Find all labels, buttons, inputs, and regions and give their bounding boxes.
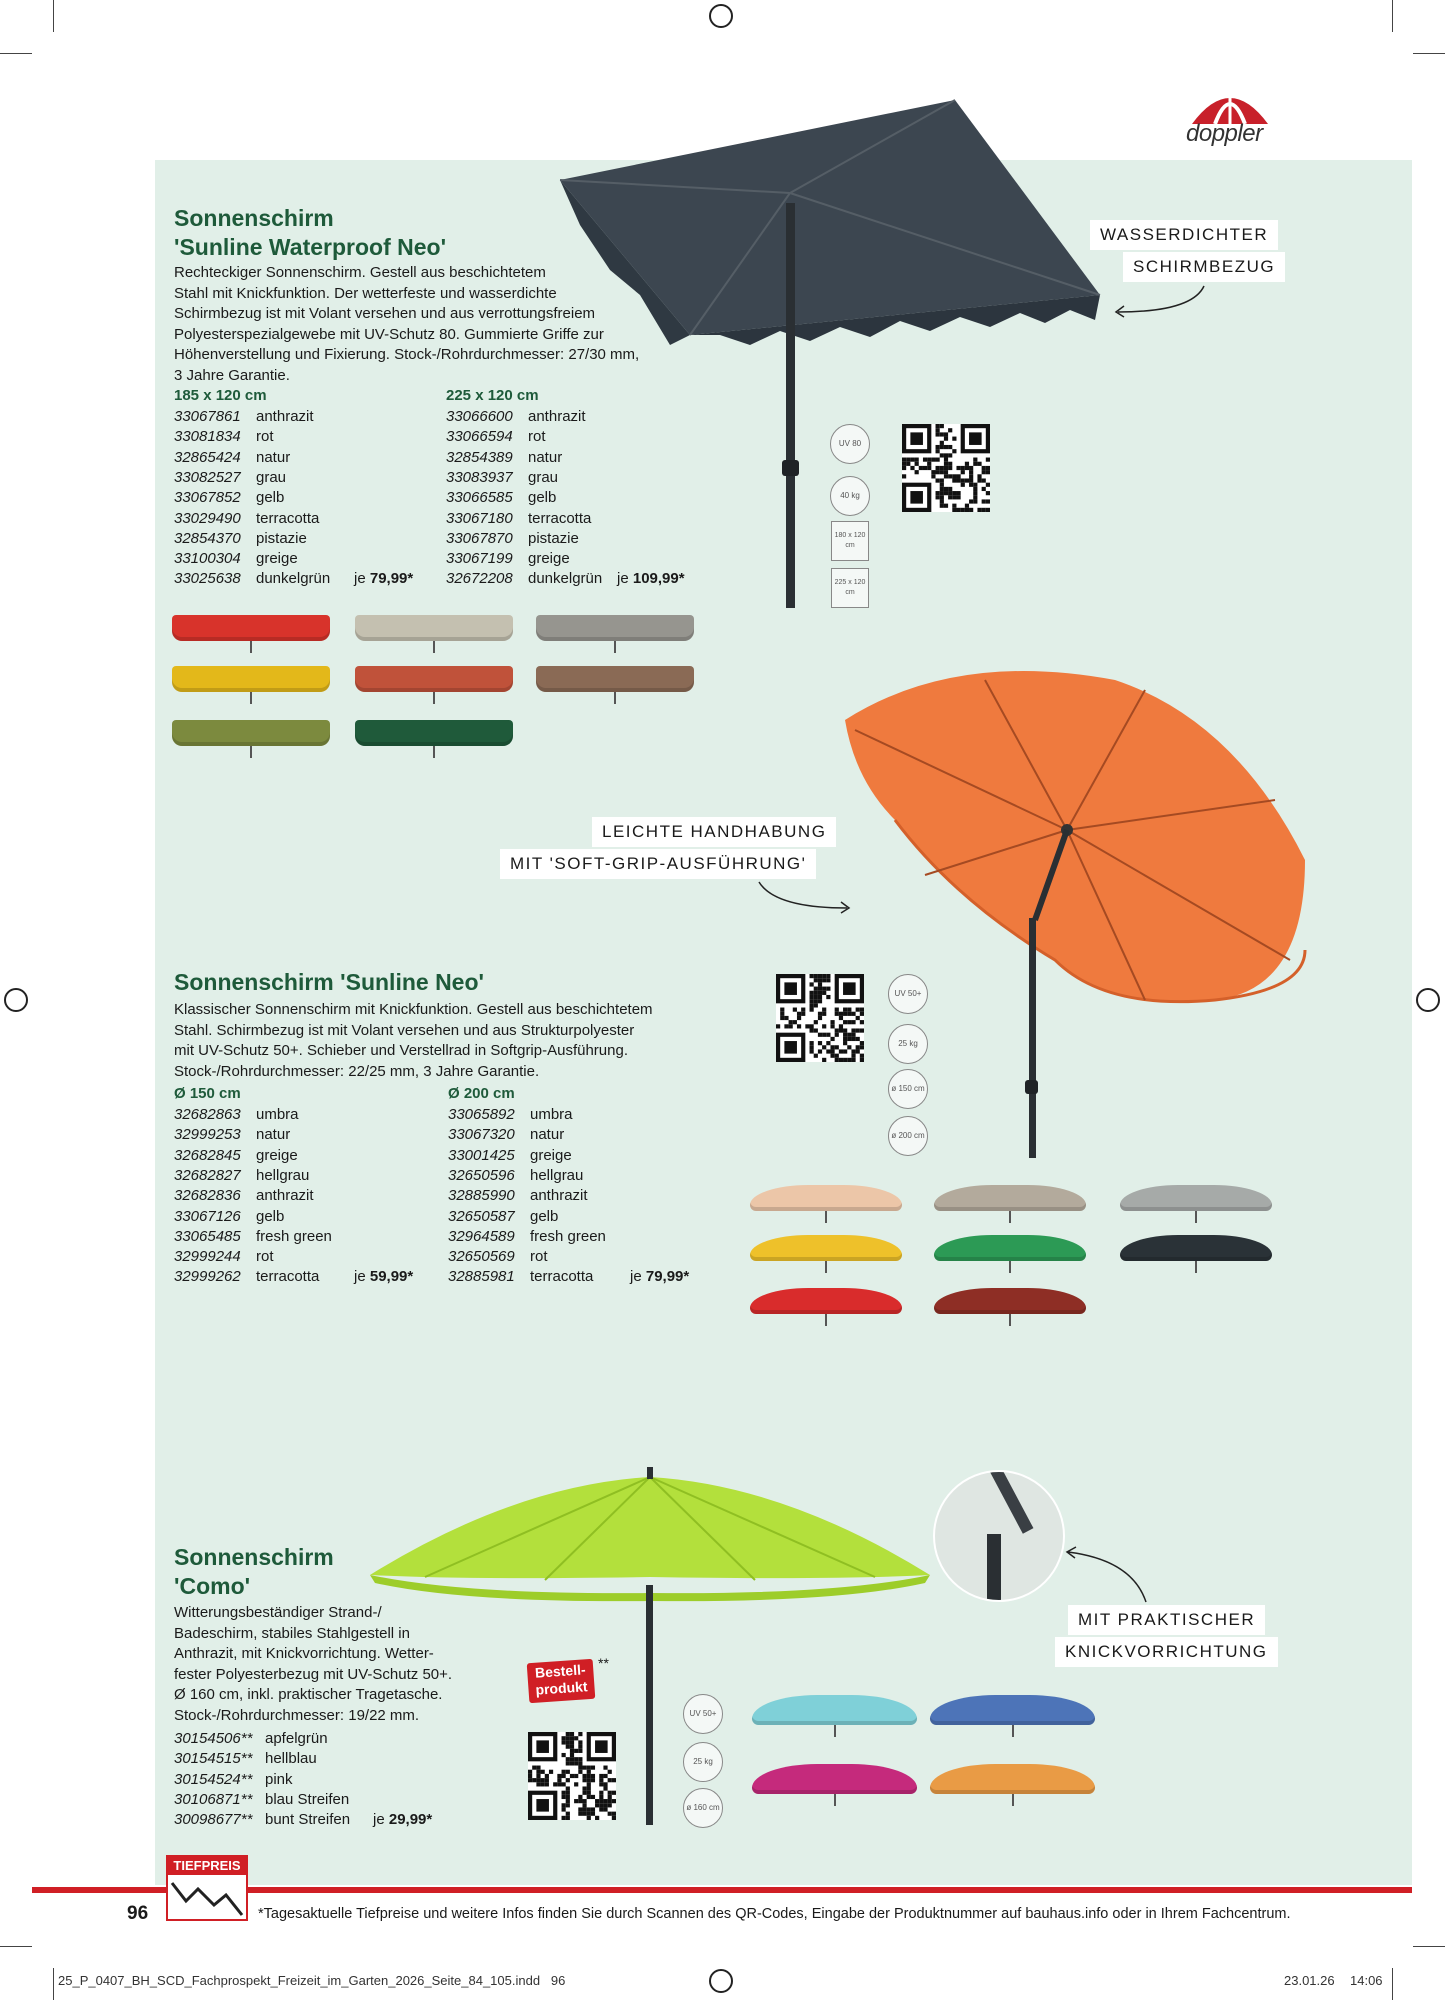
order-product-badge: Bestell- produkt — [527, 1659, 596, 1704]
qr-code[interactable] — [528, 1732, 616, 1820]
color-name: hellgrau — [256, 1166, 310, 1184]
color-variant-image — [934, 1288, 1086, 1326]
article-number: 32650596 — [448, 1166, 515, 1184]
crop-mark — [1413, 53, 1445, 54]
price-prefix: je — [354, 570, 366, 588]
color-variant-image — [172, 666, 330, 704]
registration-mark-icon — [709, 1969, 733, 1993]
color-variant-image — [930, 1764, 1095, 1806]
article-number: 32885990 — [448, 1187, 515, 1205]
article-number: 33067180 — [446, 509, 513, 527]
article-number: 32682836 — [174, 1187, 241, 1205]
article-number: 32865424 — [174, 448, 241, 466]
color-name: greige — [528, 550, 570, 568]
registration-mark-icon — [1416, 988, 1440, 1012]
color-variant-image — [750, 1288, 902, 1326]
article-number: 30154515** — [174, 1750, 253, 1768]
article-number: 33025638 — [174, 570, 241, 588]
print-file-info: 25_P_0407_BH_SCD_Fachprospekt_Freizeit_im_Garten_2026_Seite_84_105.indd 96 — [58, 1973, 566, 1988]
color-variant-image — [355, 666, 513, 704]
color-name: terracotta — [528, 509, 592, 527]
product1-size-b: 225 x 120 cm — [446, 387, 539, 404]
article-number: 33100304 — [174, 550, 241, 568]
price-prefix: je — [354, 1268, 366, 1286]
callout-arrow-icon — [1062, 1546, 1152, 1606]
color-variant-image — [172, 720, 330, 758]
color-name: fresh green — [530, 1227, 606, 1245]
weight-icon: 25 kg — [683, 1742, 723, 1782]
article-number: 32854370 — [174, 529, 241, 547]
product1-callout-2: SCHIRMBEZUG — [1123, 252, 1285, 282]
color-name: pink — [265, 1770, 293, 1788]
price — [354, 569, 413, 589]
color-name: hellgrau — [530, 1166, 584, 1184]
table-row — [174, 1186, 734, 1206]
color-name: pistazie — [256, 529, 307, 547]
article-number: 32682827 — [174, 1166, 241, 1184]
table-row — [174, 1267, 734, 1287]
brand-logo — [1180, 84, 1280, 150]
color-name: bunt Streifen — [265, 1811, 351, 1829]
article-number: 32999253 — [174, 1126, 241, 1144]
dimension-icon: 180 x 120 cm — [831, 521, 869, 561]
article-number: 30098677** — [174, 1811, 253, 1829]
article-number: 32682845 — [174, 1146, 241, 1164]
color-name: pistazie — [528, 529, 579, 547]
color-name: dunkelgrün — [256, 570, 331, 588]
article-number: 33065485 — [174, 1227, 241, 1245]
color-name: greige — [256, 1146, 298, 1164]
article-number: 33082527 — [174, 468, 241, 486]
color-name: fresh green — [256, 1227, 332, 1245]
color-name: gelb — [530, 1207, 559, 1225]
product1-description: Rechteckiger Sonnenschirm. Gestell aus beschichtetem Stahl mit Knickfunktion. Der wetterfeste und wasserdichte Schirmbezug ist mit Volant versehen und aus verrottungsfreiem Polyesterspezialgewebe mit UV-Schutz 80. Gummierte Griffe zur Höhenverstellung und Fixierung. Stock-/Rohrdurchmesser: 27/30 mm, 3 Jahre Garantie. — [174, 264, 640, 384]
dimension-icon: 225 x 120 cm — [831, 568, 869, 608]
color-name: apfelgrün — [265, 1730, 328, 1747]
color-name: natur — [256, 448, 291, 466]
product2-title: Sonnenschirm 'Sunline Neo' — [174, 969, 484, 995]
color-variant-image — [355, 615, 513, 653]
rectangular-umbrella-image — [550, 95, 1110, 615]
product2-size-b: Ø 200 cm — [448, 1085, 515, 1102]
color-name: umbra — [256, 1106, 299, 1123]
color-name: gelb — [528, 489, 557, 507]
table-row — [174, 1770, 474, 1790]
price — [373, 1810, 432, 1830]
article-number: 33067852 — [174, 489, 241, 507]
color-name: rot — [256, 428, 274, 446]
price — [630, 1267, 689, 1287]
registration-mark-icon — [709, 4, 733, 28]
article-number: 33067870 — [446, 529, 513, 547]
color-name: anthrazit — [256, 408, 314, 425]
table-row — [174, 1749, 474, 1769]
article-number: 32854389 — [446, 448, 513, 466]
color-name: grau — [256, 468, 287, 486]
article-number: 32885981 — [448, 1268, 515, 1286]
article-number: 33001425 — [448, 1146, 515, 1164]
color-name: natur — [256, 1126, 291, 1144]
order-product-footnote-mark: ** — [598, 1655, 609, 1671]
product3-callout: MIT PRAKTISCHER — [1068, 1605, 1265, 1635]
color-name: anthrazit — [528, 408, 586, 425]
print-time: 14:06 — [1350, 1973, 1383, 1988]
color-name: greige — [256, 550, 298, 568]
crop-mark — [0, 1946, 32, 1947]
article-number: 33081834 — [174, 428, 241, 446]
article-number: 33067126 — [174, 1207, 241, 1225]
print-date: 23.01.26 — [1284, 1973, 1335, 1988]
article-number: 33029490 — [174, 509, 241, 527]
color-variant-image — [355, 720, 513, 758]
article-number: 33065892 — [448, 1106, 515, 1123]
color-name: anthrazit — [256, 1187, 314, 1205]
diameter-icon: ø 160 cm — [683, 1788, 723, 1828]
crop-mark — [1392, 1968, 1393, 2000]
price-value: 29,99* — [388, 1811, 433, 1829]
article-number: 33067320 — [448, 1126, 515, 1144]
table-row — [174, 1146, 734, 1166]
table-row — [174, 1247, 734, 1267]
price-prefix: je — [373, 1811, 385, 1829]
article-number: 30106871** — [174, 1790, 253, 1808]
color-variant-image — [750, 1235, 902, 1273]
table-row — [174, 1729, 474, 1749]
color-variant-image — [934, 1185, 1086, 1223]
article-number: 32999244 — [174, 1248, 241, 1266]
color-name: rot — [528, 428, 546, 446]
product1-callout: WASSERDICHTER — [1090, 220, 1278, 250]
uv-protection-icon: UV 50+ — [683, 1694, 723, 1734]
table-row — [174, 1810, 474, 1830]
color-name: terracotta — [530, 1268, 594, 1286]
price-drop-chart-icon — [168, 1875, 246, 1919]
color-name: hellblau — [265, 1750, 317, 1768]
color-variant-image — [934, 1235, 1086, 1273]
weight-icon: 40 kg — [830, 476, 870, 516]
price-prefix: je — [617, 570, 629, 588]
color-variant-image — [750, 1185, 902, 1223]
callout-arrow-icon — [755, 880, 855, 920]
color-variant-image — [172, 615, 330, 653]
product3-title: Sonnenschirm 'Como' — [174, 1544, 334, 1599]
color-name: dunkelgrün — [528, 570, 603, 588]
product3-description: Witterungsbeständiger Strand-/ Badeschirm, stabiles Stahlgestell in Anthrazit, mit Knickvorrichtung. Wetter- fester Polyesterbezug mit UV-Schutz 50+. Ø 160 cm, inkl. praktischer Tragetasche. Stock-/Rohrdurchmesser: 19/22 mm. — [174, 1604, 453, 1724]
color-variant-image — [536, 666, 694, 704]
price-prefix: je — [630, 1268, 642, 1286]
article-number: 32650587 — [448, 1207, 515, 1225]
color-name: grau — [528, 468, 559, 486]
crop-mark — [53, 0, 54, 32]
article-number: 32999262 — [174, 1268, 241, 1286]
color-variant-image — [752, 1695, 917, 1737]
article-number: 33083937 — [446, 468, 513, 486]
color-name: anthrazit — [530, 1187, 588, 1205]
article-number: 33066585 — [446, 489, 513, 507]
crop-mark — [53, 1968, 54, 2000]
callout-arrow-icon — [1112, 284, 1212, 324]
diameter-icon: ø 150 cm — [888, 1069, 928, 1109]
article-number: 33066594 — [446, 428, 513, 446]
diameter-icon: ø 200 cm — [888, 1116, 928, 1156]
color-name: blau Streifen — [265, 1790, 350, 1808]
product2-size-a: Ø 150 cm — [174, 1085, 241, 1102]
crop-mark — [1413, 1946, 1445, 1947]
uv-protection-icon: UV 50+ — [888, 974, 928, 1014]
table-row — [174, 1790, 474, 1810]
color-variant-image — [752, 1764, 917, 1806]
table-row — [174, 1166, 734, 1186]
article-number: 32964589 — [448, 1227, 515, 1245]
color-name: terracotta — [256, 1268, 320, 1286]
color-name: gelb — [256, 489, 285, 507]
article-number: 32682863 — [174, 1106, 241, 1123]
price-value: 59,99* — [369, 1268, 414, 1286]
color-variant-image — [1120, 1235, 1272, 1273]
article-number: 33067861 — [174, 408, 241, 425]
uv-protection-icon: UV 80 — [830, 424, 870, 464]
footer-note: *Tagesaktuelle Tiefpreise und weitere Infos finden Sie durch Scannen des QR-Codes, Eingabe der Produktnummer auf bauhaus.info oder in Ihrem Fachcentrum. — [258, 1906, 1291, 1922]
article-number: 33066600 — [446, 408, 513, 425]
page-number: 96 — [127, 1903, 149, 1924]
product2-description: Klassischer Sonnenschirm mit Knickfunktion. Gestell aus beschichtetem Stahl. Schirmbezug ist mit Volant versehen und aus Strukturpolyester mit UV-Schutz 50+. Schieber und Verstellrad in Softgrip-Ausführung. Stock-/Rohrdurchmesser: 22/25 mm, 3 Jahre Garantie. — [174, 1001, 653, 1080]
article-number: 32650569 — [448, 1248, 515, 1266]
price — [354, 1267, 413, 1287]
table-row — [174, 1105, 734, 1125]
qr-code[interactable] — [776, 974, 864, 1062]
table-row — [174, 1207, 734, 1227]
color-name: rot — [530, 1248, 548, 1266]
price-value: 109,99* — [632, 570, 685, 588]
crop-mark — [0, 53, 32, 54]
table-row — [174, 1227, 734, 1247]
article-number: 33067199 — [446, 550, 513, 568]
product3-callout-2: KNICKVORRICHTUNG — [1055, 1637, 1278, 1667]
article-number: 30154524** — [174, 1770, 253, 1788]
price-value: 79,99* — [369, 570, 414, 588]
crop-mark — [1392, 0, 1393, 32]
article-number: 32672208 — [446, 570, 513, 588]
price-value: 79,99* — [645, 1268, 690, 1286]
brand-name: doppler — [1186, 120, 1263, 147]
color-name: terracotta — [256, 509, 320, 527]
color-name: gelb — [256, 1207, 285, 1225]
product2-callout-2: MIT 'SOFT-GRIP-AUSFÜHRUNG' — [500, 849, 816, 879]
qr-code[interactable] — [902, 424, 990, 512]
color-name: natur — [528, 448, 563, 466]
weight-icon: 25 kg — [888, 1024, 928, 1064]
color-name: rot — [256, 1248, 274, 1266]
table-row — [174, 1125, 734, 1145]
joint-detail-image — [933, 1470, 1065, 1602]
product1-title: Sonnenschirm 'Sunline Waterproof Neo' — [174, 205, 447, 260]
article-number: 30154506** — [174, 1730, 253, 1747]
color-variant-image — [1120, 1185, 1272, 1223]
color-name: natur — [530, 1126, 565, 1144]
color-variant-image — [536, 615, 694, 653]
product2-callout: LEICHTE HANDHABUNG — [592, 817, 836, 847]
color-variant-image — [930, 1695, 1095, 1737]
color-name: umbra — [530, 1106, 573, 1123]
tiefpreis-badge: TIEFPREIS — [166, 1855, 248, 1921]
product1-size-a: 185 x 120 cm — [174, 387, 267, 404]
color-name: greige — [530, 1146, 572, 1164]
registration-mark-icon — [4, 988, 28, 1012]
